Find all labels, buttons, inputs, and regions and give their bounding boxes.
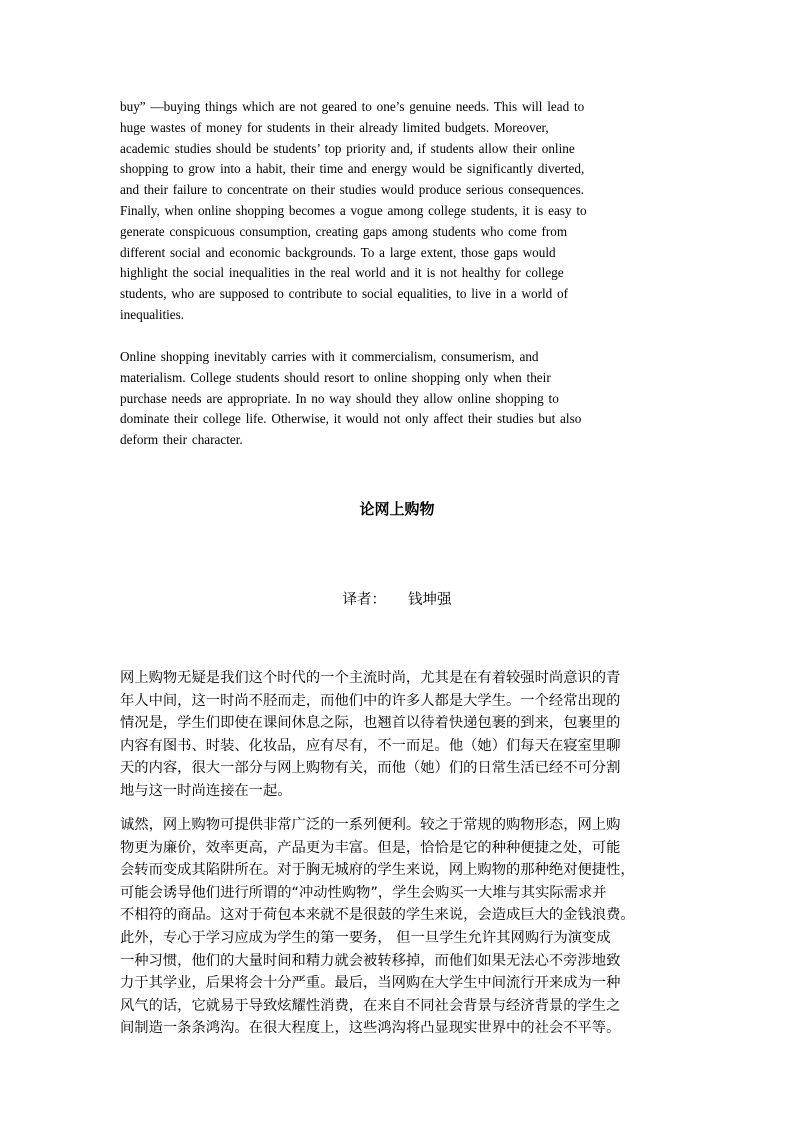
text-line: purchase needs are appropriate. In no way should they allow online shopping to	[120, 390, 559, 406]
text-line: and their failure to concentrate on their studies would produce serious consequences.	[120, 182, 584, 198]
translator-line	[0, 590, 794, 610]
text-line: academic studies should be students’ top priority and, if students allow their online	[120, 140, 575, 156]
text-line: students, who are supposed to contribute to social equalities, to live in a world of	[120, 286, 569, 302]
text-line: 诚然，网上购物可提供非常广泛的一系列便利。较之于常规的购物形态，网上购	[120, 817, 621, 833]
text-line: 可能会诱导他们进行所谓的“冲动性购物”，学生会购买一大堆与其实际需求并	[120, 884, 607, 901]
text-line: 年人中间，这一时尚不胫而走，而他们中的许多人都是大学生。一个经常出现的	[120, 692, 621, 709]
text-line: inequalities.	[120, 306, 185, 322]
text-line: 力于其学业，后果将会十分严重。最后，当网购在大学生中间流行开来成为一种	[120, 975, 621, 992]
text-line: Finally, when online shopping becomes a vogue among college students, it is easy to	[120, 202, 587, 218]
text-line: Online shopping inevitably carries with it commercialism, consumerism, and	[120, 349, 539, 364]
text-line: different social and economic backgrounds. To a large extent, those gaps would	[120, 244, 556, 260]
text-line: 间制造一条条鸿沟。在很大程度上，这些鸿沟将凸显现实世界中的社会不平等。	[120, 1020, 621, 1037]
text-line: materialism. College students should resort to online shopping only when their	[120, 369, 551, 385]
text-line: huge wastes of money for students in their already limited budgets. Moreover,	[120, 119, 549, 135]
text-line: 地与这一时尚连接在一起。	[120, 782, 292, 799]
text-line: 会转而变成其陷阱所在。对于胸无城府的学生来说，网上购物的那种绝对便捷性，	[120, 862, 635, 879]
text-line: buy” —buying things which are not geared to one’s genuine needs. This will lead to	[120, 99, 585, 114]
english-paragraph-1	[120, 97, 680, 326]
translator-name: 钱坤强	[408, 592, 452, 608]
text-line: 不相符的商品。这对于荷包本来就不是很鼓的学生来说，会造成巨大的金钱浪费。	[120, 907, 635, 924]
text-line: 情况是，学生们即使在课间休息之际，也翘首以待着快递包裹的到来，包裹里的	[120, 715, 621, 732]
text-line: 网上购物无疑是我们这个时代的一个主流时尚，尤其是在有着较强时尚意识的青	[120, 670, 621, 686]
chinese-title: 论网上购物	[359, 500, 435, 518]
text-line: 天的内容，很大一部分与网上购物有关，而他（她）们的日常生活已经不可分割	[120, 760, 621, 777]
text-line: 风气的话，它就易于导致炫耀性消费，在来自不同社会背景与经济背景的学生之	[120, 997, 621, 1014]
text-line: deform their character.	[120, 432, 243, 448]
text-line: highlight the social inequalities in the real world and it is not healthy for college	[120, 265, 564, 281]
translator-label: 译者：	[342, 592, 386, 608]
chinese-paragraph-2	[120, 814, 680, 1040]
text-line: shopping to grow into a habit, their time and energy would be significantly diverted,	[120, 161, 585, 177]
text-line: 一种习惯，他们的大量时间和精力就会被转移掉，而他们如果无法心不旁涉地致	[120, 952, 621, 969]
text-line: 内容有图书、时装、化妆品，应有尽有，不一而足。他（她）们每天在寝室里聊	[120, 737, 621, 754]
text-line: dominate their college life. Otherwise, it would not only affect their studies but also	[120, 411, 582, 427]
text-line: generate conspicuous consumption, creating gaps among students who come from	[120, 223, 568, 239]
text-line: 此外，专心于学习应成为学生的第一要务， 但一旦学生允许其网购行为演变成	[120, 929, 611, 946]
chinese-paragraph-1	[120, 667, 680, 803]
english-paragraph-2	[120, 347, 680, 451]
text-line: 物更为廉价，效率更高，产品更为丰富。但是，恰恰是它的种种便捷之处，可能	[120, 839, 621, 856]
